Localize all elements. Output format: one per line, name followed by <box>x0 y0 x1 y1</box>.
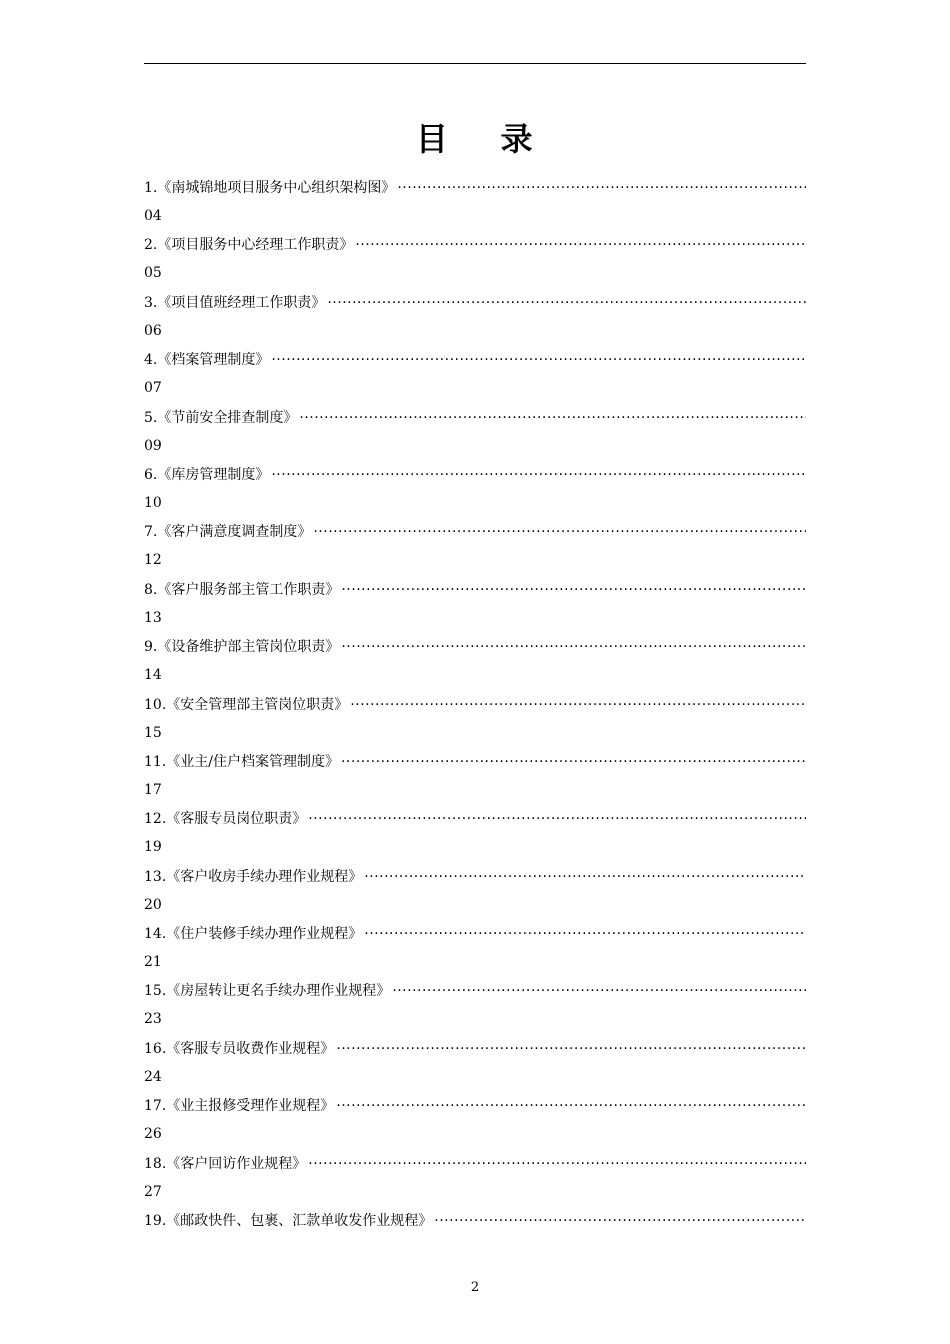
toc-entry-line <box>144 691 806 719</box>
dot-leader <box>397 174 806 202</box>
toc-entry-title: 13.《客户收房手续办理作业规程》 <box>144 868 363 885</box>
toc-entry-title: 4.《档案管理制度》 <box>144 352 270 369</box>
dot-leader <box>355 231 806 259</box>
toc-entry-page-number: 13 <box>144 609 162 626</box>
toc-entry-page-number: 19 <box>144 839 162 856</box>
toc-entry-page-number: 07 <box>144 380 162 397</box>
toc-entry-page-number: 10 <box>144 494 162 511</box>
dot-leader <box>364 863 806 891</box>
toc-entry[interactable] <box>144 920 806 977</box>
toc-entry[interactable] <box>144 1092 806 1149</box>
page-number: 2 <box>470 1280 480 1295</box>
toc-entry-title: 2.《项目服务中心经理工作职责》 <box>144 237 354 254</box>
toc-entry-line <box>144 346 806 374</box>
toc-entry-title: 7.《客户满意度调查制度》 <box>144 524 312 541</box>
dot-leader <box>271 346 806 374</box>
dot-leader <box>392 977 806 1005</box>
toc-entry-page-number: 04 <box>144 208 162 224</box>
toc-entry[interactable] <box>144 691 806 748</box>
dot-leader <box>341 748 806 776</box>
toc-entry-line <box>144 1035 806 1063</box>
toc-entry-line <box>144 461 806 489</box>
toc-entry-page-number <box>144 1235 806 1263</box>
toc-entry-line <box>144 518 806 546</box>
toc-entry[interactable] <box>144 633 806 690</box>
toc-entry-line <box>144 404 806 432</box>
toc-entry[interactable] <box>144 231 806 288</box>
dot-leader <box>271 461 806 489</box>
toc-entry[interactable] <box>144 748 806 805</box>
dot-leader <box>336 1035 806 1063</box>
toc-entry-title: 3.《项目值班经理工作职责》 <box>144 294 326 311</box>
toc-entry[interactable] <box>144 404 806 461</box>
toc-entry-line <box>144 977 806 1005</box>
toc-entry-line <box>144 1207 806 1235</box>
toc-entry-title: 17.《业主报修受理作业规程》 <box>144 1098 335 1115</box>
toc-entry-line <box>144 231 806 259</box>
toc-entry-title: 14.《住户装修手续办理作业规程》 <box>144 926 363 943</box>
dot-leader <box>313 518 806 546</box>
toc-entry-title: 5.《节前安全排查制度》 <box>144 409 298 426</box>
toc-entry[interactable] <box>144 461 806 518</box>
toc-entry-page-number: 23 <box>144 1011 162 1028</box>
dot-leader <box>434 1207 806 1235</box>
dot-leader <box>341 633 806 661</box>
toc-entry[interactable] <box>144 863 806 920</box>
toc-entry[interactable] <box>144 174 806 231</box>
toc-entry[interactable] <box>144 1207 806 1264</box>
toc-entry[interactable] <box>144 977 806 1034</box>
toc-entry-title: 8.《客户服务部主管工作职责》 <box>144 581 340 598</box>
toc-entry-page-number: 14 <box>144 667 162 684</box>
toc-entry[interactable] <box>144 805 806 862</box>
header-rule <box>144 63 806 64</box>
toc-entry-title: 15.《房屋转让更名手续办理作业规程》 <box>144 983 391 1000</box>
toc-entry-page-number: 20 <box>144 896 162 913</box>
toc-entry-page-number: 05 <box>144 265 162 282</box>
toc-entry-page-number: 24 <box>144 1068 162 1085</box>
toc-entry[interactable] <box>144 346 806 403</box>
dot-leader <box>308 1150 806 1178</box>
dot-leader <box>350 691 806 719</box>
toc-entry-line <box>144 1092 806 1120</box>
toc-entry[interactable] <box>144 1035 806 1092</box>
toc-entry-title: 12.《客服专员岗位职责》 <box>144 811 307 828</box>
toc-entry-line <box>144 805 806 833</box>
dot-leader <box>327 289 806 317</box>
toc-entry-page-number: 26 <box>144 1126 162 1143</box>
toc-entry-page-number: 21 <box>144 954 162 971</box>
toc-entry-page-number: 17 <box>144 781 162 798</box>
dot-leader <box>308 805 806 833</box>
toc-entry-page-number: 06 <box>144 322 162 339</box>
toc-entry[interactable] <box>144 518 806 575</box>
toc-entry-page-number: 27 <box>144 1183 162 1200</box>
toc-entry-page-number: 12 <box>144 552 162 569</box>
page-title: 目 录 <box>415 120 535 158</box>
toc-entry-title: 1.《南城锦地项目服务中心组织架构图》 <box>144 180 396 196</box>
toc-entry-title: 9.《设备维护部主管岗位职责》 <box>144 639 340 656</box>
toc-entry-title: 19.《邮政快件、包裹、汇款单收发作业规程》 <box>144 1213 433 1230</box>
toc-entry-line <box>144 174 806 202</box>
toc-entry-line <box>144 289 806 317</box>
toc-entry-line <box>144 633 806 661</box>
toc-entry-line <box>144 1150 806 1178</box>
toc-entry-page-number: 09 <box>144 437 162 454</box>
toc-entry-line <box>144 863 806 891</box>
toc-entry-title: 18.《客户回访作业规程》 <box>144 1155 307 1172</box>
toc-entry-title: 6.《库房管理制度》 <box>144 466 270 483</box>
toc-entry-line <box>144 920 806 948</box>
toc-entry[interactable] <box>144 289 806 346</box>
toc-entry-title: 10.《安全管理部主管岗位职责》 <box>144 696 349 713</box>
toc-entry-line <box>144 576 806 604</box>
toc-entry-line <box>144 748 806 776</box>
toc-entry[interactable] <box>144 576 806 633</box>
toc-entry-page-number: 15 <box>144 724 162 741</box>
dot-leader <box>299 404 806 432</box>
dot-leader <box>364 920 806 948</box>
toc-entry[interactable] <box>144 1150 806 1207</box>
dot-leader <box>341 576 806 604</box>
toc-entry-title: 11.《业主/住户档案管理制度》 <box>144 753 339 770</box>
toc-entry-title: 16.《客服专员收费作业规程》 <box>144 1040 335 1057</box>
dot-leader <box>336 1092 806 1120</box>
table-of-contents <box>144 174 806 1264</box>
